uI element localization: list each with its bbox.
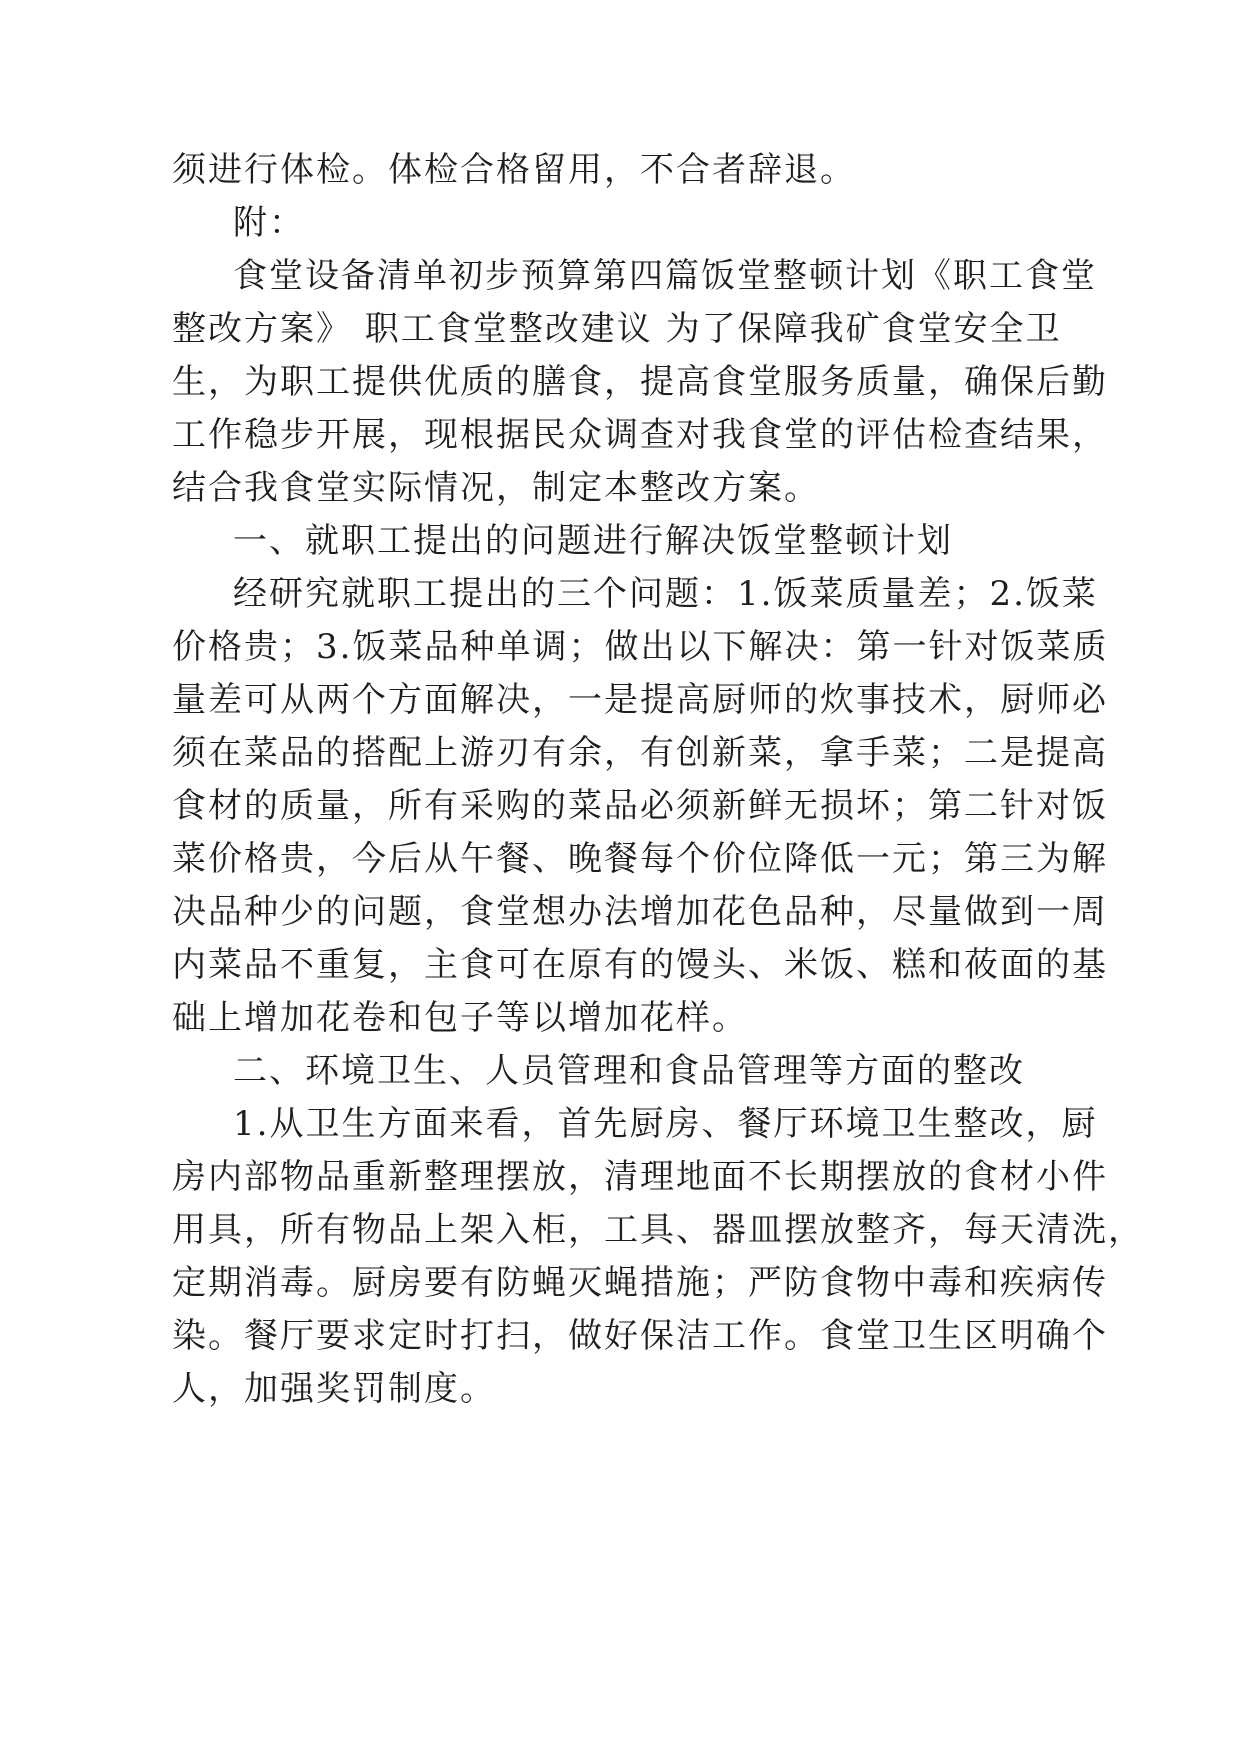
text-line: 定期消毒。厨房要有防蝇灭蝇措施；严防食物中毒和疾病传 <box>172 1263 1108 1303</box>
appendix-label: 附： <box>233 203 305 243</box>
text-line: 结合我食堂实际情况，制定本整改方案。 <box>172 468 820 508</box>
text-line: 须在菜品的搭配上游刃有余，有创新菜，拿手菜；二是提高 <box>172 733 1108 773</box>
text-line: 内菜品不重复，主食可在原有的馒头、米饭、糕和莜面的基 <box>172 945 1108 985</box>
text-line: 染。餐厅要求定时打扫，做好保洁工作。食堂卫生区明确个 <box>172 1316 1108 1356</box>
text-line: 经研究就职工提出的三个问题：1.饭菜质量差；2.饭菜 <box>233 574 1098 614</box>
section-heading-2: 二、环境卫生、人员管理和食品管理等方面的整改 <box>233 1051 1025 1091</box>
text-line: 整改方案》 职工食堂整改建议 为了保障我矿食堂安全卫 <box>172 309 1062 349</box>
text-line: 食堂设备清单初步预算第四篇饭堂整顿计划《职工食堂 <box>233 256 1097 296</box>
section-heading-1: 一、就职工提出的问题进行解决饭堂整顿计划 <box>233 521 953 561</box>
text-line: 1.从卫生方面来看，首先厨房、餐厅环境卫生整改，厨 <box>233 1104 1098 1144</box>
text-line: 用具，所有物品上架入柜，工具、器皿摆放整齐，每天清洗， <box>172 1210 1144 1250</box>
text-line: 房内部物品重新整理摆放，清理地面不长期摆放的食材小件 <box>172 1157 1108 1197</box>
text-line: 工作稳步开展，现根据民众调查对我食堂的评估检查结果， <box>172 415 1108 455</box>
text-line: 础上增加花卷和包子等以增加花样。 <box>172 998 748 1038</box>
text-line: 须进行体检。体检合格留用，不合者辞退。 <box>172 150 856 190</box>
text-line: 菜价格贵，今后从午餐、晚餐每个价位降低一元；第三为解 <box>172 839 1108 879</box>
text-line: 量差可从两个方面解决，一是提高厨师的炊事技术，厨师必 <box>172 680 1108 720</box>
text-line: 人，加强奖罚制度。 <box>172 1369 496 1409</box>
text-line: 决品种少的问题，食堂想办法增加花色品种，尽量做到一周 <box>172 892 1108 932</box>
text-line: 价格贵；3.饭菜品种单调；做出以下解决：第一针对饭菜质 <box>172 627 1109 667</box>
text-line: 生，为职工提供优质的膳食，提高食堂服务质量，确保后勤 <box>172 362 1108 402</box>
text-line: 食材的质量，所有采购的菜品必须新鲜无损坏；第二针对饭 <box>172 786 1108 826</box>
